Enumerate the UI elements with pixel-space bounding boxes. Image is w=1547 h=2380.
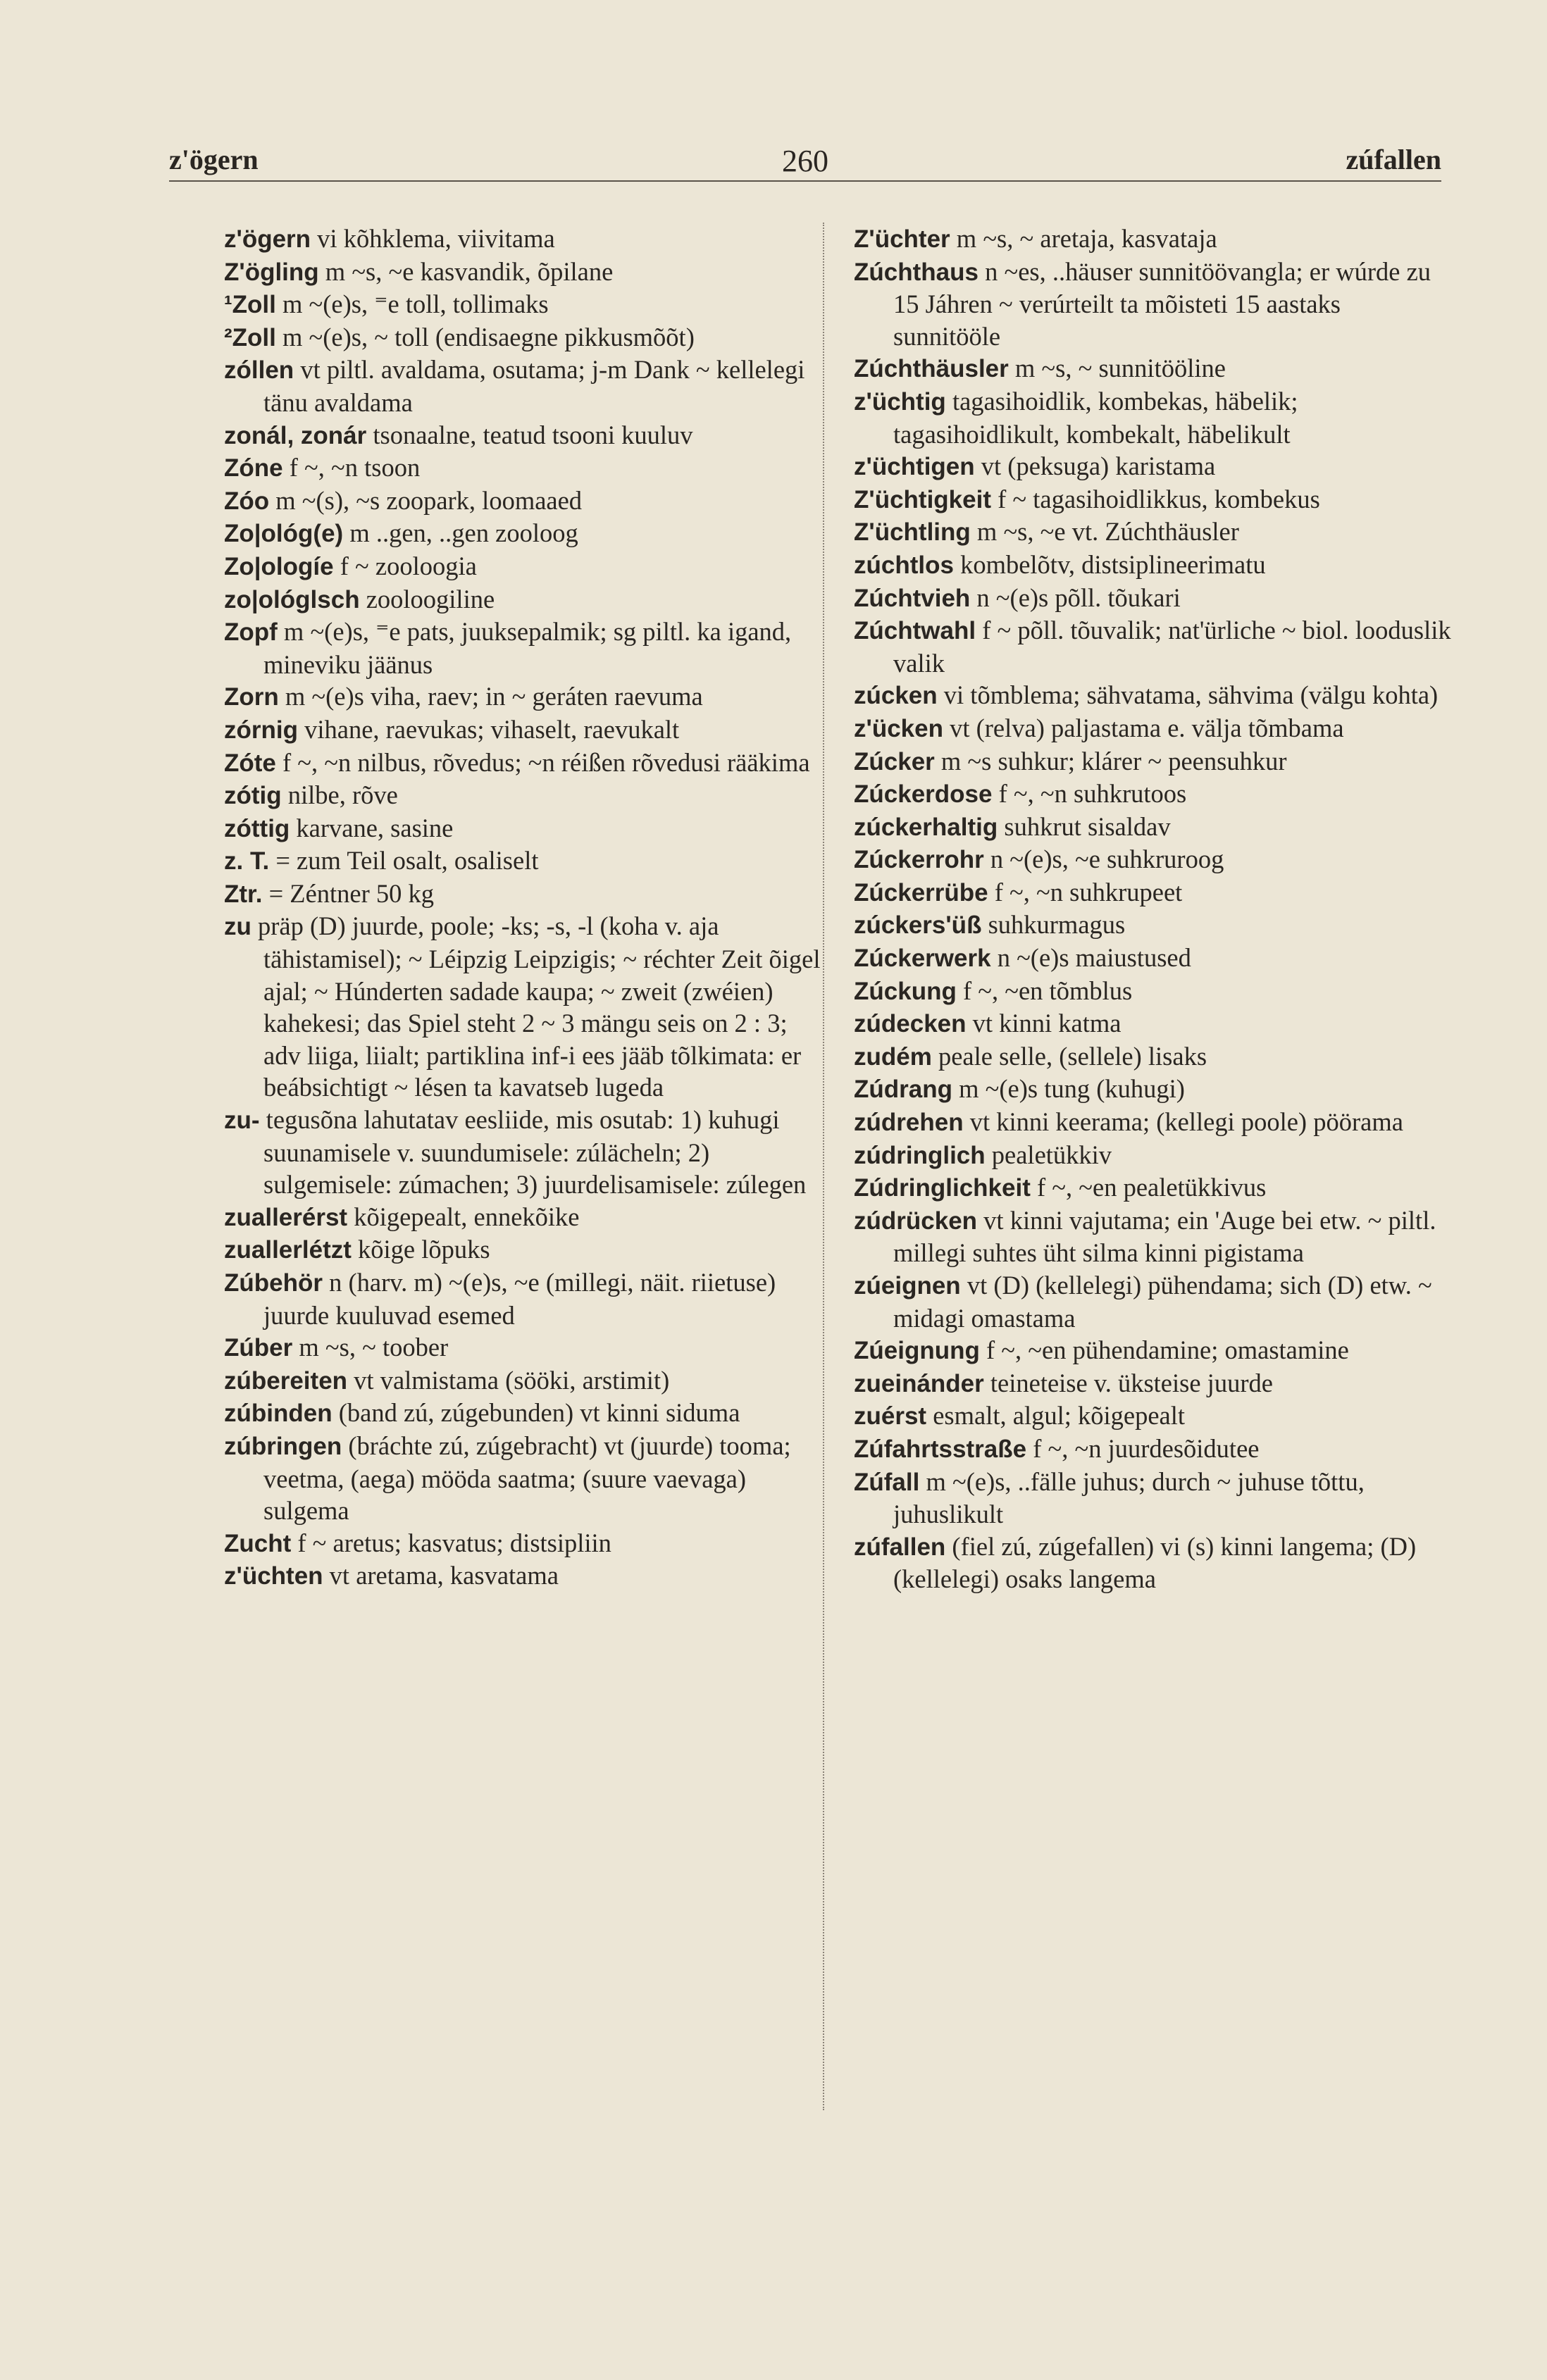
entry-headword: Zúckerrohr xyxy=(854,846,984,874)
entry-headword: zuérst xyxy=(854,1402,927,1431)
dictionary-entry xyxy=(224,680,823,714)
entry-definition: = Zéntner 50 kg xyxy=(268,878,435,908)
entry-definition: vi kõhklema, viivitama xyxy=(317,224,555,253)
entry-definition: n ~es, ..häuser sunnitöövangla; er wúrde zu 15 Jáhren ~ verúrteilt ta mõisteti 15 aastaks sunnitööle xyxy=(893,256,1431,351)
entry-headword: Zo|ológ(e) xyxy=(224,520,344,548)
entry-definition: vihane, raevukas; vihaselt, raevukalt xyxy=(304,714,680,744)
dictionary-entry xyxy=(224,419,823,452)
dictionary-entry xyxy=(224,583,823,616)
entry-definition: m ~(e)s, ..fälle juhus; durch ~ juhuse tõttu, juhuslikult xyxy=(893,1466,1365,1529)
dictionary-entry xyxy=(224,812,823,845)
header-right-guideword: zúfallen xyxy=(1346,144,1441,175)
entry-definition: m ~s, ~ sunnitööline xyxy=(1014,354,1226,383)
entry-headword: zúdecken xyxy=(854,1010,967,1038)
dictionary-entry xyxy=(854,876,1453,909)
entry-definition: vt (peksuga) karistama xyxy=(981,451,1216,481)
entry-headword: zúbereiten xyxy=(224,1366,348,1395)
entry-headword: zúbringen xyxy=(224,1432,342,1460)
dictionary-entry xyxy=(224,485,823,518)
entry-definition: f ~, ~n suhkrupeet xyxy=(994,877,1183,906)
dictionary-entry xyxy=(854,1400,1453,1433)
dictionary-entry xyxy=(224,878,823,911)
entry-headword: zo|ológlsch xyxy=(224,585,360,613)
entry-definition: m ..gen, ..gen zooloog xyxy=(349,518,578,548)
entry-headword: Zóte xyxy=(224,749,276,777)
column-divider xyxy=(823,223,824,2110)
entry-headword: Zúfall xyxy=(854,1468,920,1496)
entry-headword: Zúckung xyxy=(854,977,957,1005)
entry-definition: m ~s, ~ aretaja, kasvataja xyxy=(956,224,1217,253)
dictionary-entry xyxy=(854,483,1453,516)
dictionary-entry xyxy=(224,1397,823,1430)
entry-headword: zonál, zonár xyxy=(224,421,367,449)
dictionary-entry xyxy=(854,1269,1453,1334)
dictionary-entry xyxy=(854,549,1453,582)
dictionary-entry xyxy=(854,450,1453,483)
dictionary-entry xyxy=(854,385,1453,450)
entry-definition: m ~s, ~e kasvandik, õpilane xyxy=(325,256,614,286)
entry-definition: f ~ tagasihoidlikkus, kombekus xyxy=(998,484,1320,513)
entry-headword: zúfallen xyxy=(854,1533,946,1561)
entry-headword: Zóo xyxy=(224,487,270,515)
entry-definition: f ~ zooloogia xyxy=(340,551,477,580)
entry-definition: m ~s, ~ toober xyxy=(299,1333,449,1362)
dictionary-entry xyxy=(854,582,1453,615)
entry-headword: Zúcker xyxy=(854,747,935,775)
dictionary-entry xyxy=(854,712,1453,745)
entry-definition: m ~(e)s tung (kuhugi) xyxy=(959,1074,1185,1104)
dictionary-entry xyxy=(224,1331,823,1364)
entry-definition: f ~ aretus; kasvatus; distsipliin xyxy=(297,1528,611,1557)
dictionary-entry xyxy=(224,288,823,321)
entry-headword: Zúdrang xyxy=(854,1076,952,1104)
entry-headword: Zucht xyxy=(224,1529,292,1557)
dictionary-entry xyxy=(224,845,823,878)
right-column xyxy=(854,223,1453,1595)
entry-headword: Zúckerwerk xyxy=(854,945,991,973)
entry-headword: Zúchthaus xyxy=(854,258,978,286)
dictionary-entry xyxy=(854,778,1453,811)
entry-definition: vt piltl. avaldama, osutama; j-m Dank ~ kellelegi tänu avaldama xyxy=(263,355,805,417)
entry-headword: Zúchtvieh xyxy=(854,584,971,612)
entry-headword: Z'üchtling xyxy=(854,518,971,547)
entry-headword: Zúchtwahl xyxy=(854,617,976,645)
dictionary-entry xyxy=(854,811,1453,844)
dictionary-entry xyxy=(224,714,823,747)
entry-headword: zúcken xyxy=(854,682,938,710)
entry-headword: zóllen xyxy=(224,356,294,385)
entry-definition: n (harv. m) ~(e)s, ~e (millegi, näit. riietuse) juurde kuuluvad esemed xyxy=(263,1268,776,1330)
entry-headword: Zúber xyxy=(224,1334,293,1362)
running-head xyxy=(169,138,1441,182)
entry-definition: pealetükkiv xyxy=(991,1140,1112,1169)
entry-headword: zúdringlich xyxy=(854,1141,986,1169)
dictionary-entry xyxy=(854,1106,1453,1139)
entry-definition: = zum Teil osalt, osaliselt xyxy=(275,846,539,876)
dictionary-entry xyxy=(854,1139,1453,1172)
dictionary-entry xyxy=(224,1233,823,1266)
dictionary-entry xyxy=(854,1433,1453,1466)
dictionary-entry xyxy=(854,1040,1453,1073)
entry-headword: Zóne xyxy=(224,454,283,482)
entry-definition: tsonaalne, teatud tsooni kuuluv xyxy=(373,420,693,449)
entry-definition: (band zú, zúgebunden) vt kinni siduma xyxy=(338,1398,740,1428)
entry-definition: kõigepealt, ennekõike xyxy=(354,1202,580,1231)
entry-headword: z'üchten xyxy=(224,1562,323,1590)
entry-definition: f ~, ~n tsoon xyxy=(289,453,421,482)
dictionary-entry xyxy=(224,747,823,780)
entry-definition: n ~(e)s maiustused xyxy=(997,943,1191,973)
dictionary-entry xyxy=(224,354,823,418)
dictionary-entry xyxy=(854,516,1453,549)
entry-definition: vt kinni katma xyxy=(972,1009,1122,1038)
dictionary-entry xyxy=(224,550,823,583)
entry-headword: zudém xyxy=(854,1042,932,1071)
entry-headword: z'ücken xyxy=(854,714,943,742)
entry-definition: m ~(e)s, ⁼e toll, tollimaks xyxy=(282,289,549,319)
entry-definition: n ~(e)s, ~e suhkruroog xyxy=(990,845,1224,874)
dictionary-entry xyxy=(854,352,1453,385)
entry-definition: suhkurmagus xyxy=(988,910,1126,940)
entry-headword: Zúdringlichkeit xyxy=(854,1174,1031,1202)
dictionary-entry xyxy=(854,1007,1453,1040)
dictionary-entry xyxy=(224,451,823,485)
entry-definition: m ~(e)s viha, raev; in ~ geráten raevuma xyxy=(285,682,703,711)
entry-definition: m ~s, ~e vt. Zúchthäusler xyxy=(976,517,1239,547)
entry-headword: z'üchtigen xyxy=(854,453,975,481)
entry-definition: tegusõna lahutatav eesliide, mis osutab: 1) kuhugi suunamisele v. suundumisele: zúlächeln; 2) sulgemisele: zúmachen; 3) juurdelisamisele: zúlegen xyxy=(263,1105,807,1200)
dictionary-entry xyxy=(854,1531,1453,1595)
entry-headword: Zo|ologíe xyxy=(224,552,334,580)
dictionary-entry xyxy=(224,321,823,354)
dictionary-entry xyxy=(854,1334,1453,1367)
entry-headword: zúchtlos xyxy=(854,551,954,579)
entry-headword: zu- xyxy=(224,1107,260,1135)
entry-headword: z'ögern xyxy=(224,225,311,253)
header-left-guideword: z'ögern xyxy=(169,144,259,175)
entry-definition: f ~, ~en tõmblus xyxy=(962,976,1133,1005)
entry-headword: z'üchtig xyxy=(854,387,946,416)
dictionary-entry xyxy=(854,1204,1453,1269)
entry-headword: zúeignen xyxy=(854,1272,961,1300)
entry-definition: f ~, ~en pealetükkivus xyxy=(1036,1173,1267,1202)
dictionary-entry xyxy=(224,223,823,256)
entry-definition: präp (D) juurde, poole; -ks; -s, -l (koha v. aja tähistamisel); ~ Léipzig Leipzigis; ~ réchter Zeit õigel ajal; ~ Húnderten sadade kaupa; ~ zweit (zwéien) kahekesi; das Spiel steht 2 ~ 3 mängu seis on 2 : 3; adv liiga, liialt; partiklina inf-i ees jääb tõlkimata: er beábsichtigt ~ lésen ta kavatseb lugeda xyxy=(258,911,821,1102)
dictionary-entry xyxy=(224,779,823,812)
dictionary-entry xyxy=(224,1430,823,1527)
dictionary-entry xyxy=(224,517,823,550)
entry-definition: m ~s suhkur; klárer ~ peensuhkur xyxy=(940,746,1287,775)
dictionary-entry xyxy=(224,1201,823,1234)
dictionary-entry xyxy=(854,1466,1453,1531)
entry-definition: peale selle, (sellele) lisaks xyxy=(938,1041,1207,1071)
dictionary-entry xyxy=(854,1171,1453,1204)
entry-definition: m ~(e)s, ~ toll (endisaegne pikkusmõõt) xyxy=(282,322,695,351)
entry-headword: z. T. xyxy=(224,847,270,876)
entry-definition: vt (relva) paljastama e. välja tõmbama xyxy=(950,713,1344,742)
entry-definition: f ~, ~en pühendamine; omastamine xyxy=(986,1335,1349,1365)
entry-headword: zúdrehen xyxy=(854,1109,964,1137)
entry-headword: Zúfahrtsstraße xyxy=(854,1435,1027,1463)
entry-headword: Zúbehör xyxy=(224,1269,323,1297)
entry-headword: zuallerlétzt xyxy=(224,1236,352,1264)
entry-definition: m ~(e)s, ⁼e pats, juuksepalmik; sg piltl. ka igand, mineviku jäänus xyxy=(263,617,792,679)
entry-definition: zooloogiline xyxy=(366,584,495,613)
dictionary-entry xyxy=(854,614,1453,679)
dictionary-entry xyxy=(224,256,823,289)
entry-headword: Zúchthäusler xyxy=(854,355,1009,383)
entry-definition: f ~, ~n nilbus, rõvedus; ~n réißen rõvedusi rääkima xyxy=(282,747,810,777)
entry-headword: Zorn xyxy=(224,683,279,711)
entry-definition: teineteise v. üksteise juurde xyxy=(990,1368,1273,1397)
entry-definition: suhkrut sisaldav xyxy=(1004,811,1171,841)
dictionary-entry xyxy=(854,745,1453,778)
dictionary-entry xyxy=(224,1364,823,1397)
dictionary-entry xyxy=(224,1527,823,1560)
dictionary-entry xyxy=(224,910,823,1104)
dictionary-entry xyxy=(224,1104,823,1201)
dictionary-entry xyxy=(854,679,1453,712)
dictionary-entry xyxy=(854,843,1453,876)
entry-definition: kõige lõpuks xyxy=(358,1235,490,1264)
dictionary-entry xyxy=(224,1266,823,1331)
entry-headword: zueinánder xyxy=(854,1369,984,1397)
entry-definition: n ~(e)s põll. tõukari xyxy=(976,582,1181,612)
entry-headword: zuallerérst xyxy=(224,1203,348,1231)
entry-definition: kombelõtv, distsiplineerimatu xyxy=(960,549,1266,579)
dictionary-entry xyxy=(854,975,1453,1008)
entry-headword: ¹Zoll xyxy=(224,291,276,319)
entry-headword: zúbinden xyxy=(224,1400,333,1428)
entry-definition: tagasihoidlik, kombekas, häbelik; tagasihoidlikult, kombekalt, häbelikult xyxy=(893,386,1298,449)
dictionary-entry xyxy=(854,223,1453,256)
entry-definition: f ~, ~n juurdesõidutee xyxy=(1033,1433,1260,1463)
entry-definition: vt kinni vajutama; ein 'Auge bei etw. ~ piltl. millegi suhtes üht silma kinni pigistama xyxy=(893,1205,1436,1268)
entry-definition: vt kinni keerama; (kellegi poole) pöörama xyxy=(969,1107,1403,1137)
dictionary-entry xyxy=(224,1559,823,1593)
entry-definition: (bráchte zú, zúgebracht) vt (juurde) tooma; veetma, (aega) mööda saatma; (suure vaevaga) sulgema xyxy=(263,1431,791,1526)
dictionary-entry xyxy=(854,256,1453,353)
entry-headword: zótig xyxy=(224,782,282,810)
entry-definition: karvane, sasine xyxy=(296,813,454,842)
entry-definition: m ~(s), ~s zoopark, loomaaed xyxy=(275,485,583,515)
entry-headword: Zúeignung xyxy=(854,1337,980,1365)
entry-headword: Z'ögling xyxy=(224,258,319,286)
entry-headword: zóttig xyxy=(224,814,290,842)
dictionary-entry xyxy=(854,1367,1453,1400)
entry-headword: zúckers'üß xyxy=(854,911,982,940)
left-column xyxy=(224,223,823,1593)
entry-definition: f ~ põll. tõuvalik; nat'ürliche ~ biol. looduslik valik xyxy=(893,616,1451,678)
entry-headword: zu xyxy=(224,913,251,941)
entry-definition: (fiel zú, zúgefallen) vi (s) kinni langema; (D) (kellelegi) osaks langema xyxy=(893,1531,1417,1594)
entry-headword: zórnig xyxy=(224,716,298,744)
entry-headword: Zúckerdose xyxy=(854,780,993,809)
entry-definition: vi tõmblema; sähvatama, sähvima (välgu kohta) xyxy=(943,680,1439,710)
dictionary-entry xyxy=(854,942,1453,975)
entry-definition: vt valmistama (sööki, arstimit) xyxy=(354,1365,670,1395)
page-number: 260 xyxy=(782,144,828,178)
entry-definition: vt aretama, kasvatama xyxy=(329,1561,559,1590)
entry-headword: Z'üchter xyxy=(854,225,950,253)
entry-definition: nilbe, rõve xyxy=(287,780,398,810)
entry-headword: ²Zoll xyxy=(224,323,276,351)
dictionary-entry xyxy=(854,1073,1453,1106)
entry-headword: Z'üchtigkeit xyxy=(854,485,991,513)
dictionary-entry xyxy=(224,616,823,680)
entry-definition: esmalt, algul; kõigepealt xyxy=(933,1401,1186,1431)
entry-headword: zúdrücken xyxy=(854,1207,978,1235)
entry-headword: Ztr. xyxy=(224,880,263,908)
entry-definition: f ~, ~n suhkrutoos xyxy=(998,779,1187,809)
entry-definition: vt (D) (kellelegi) pühendama; sich (D) etw. ~ midagi omastama xyxy=(893,1271,1432,1333)
entry-headword: zúckerhaltig xyxy=(854,813,998,841)
entry-headword: Zúckerrübe xyxy=(854,878,988,906)
entry-headword: Zopf xyxy=(224,618,278,647)
dictionary-entry xyxy=(854,909,1453,942)
